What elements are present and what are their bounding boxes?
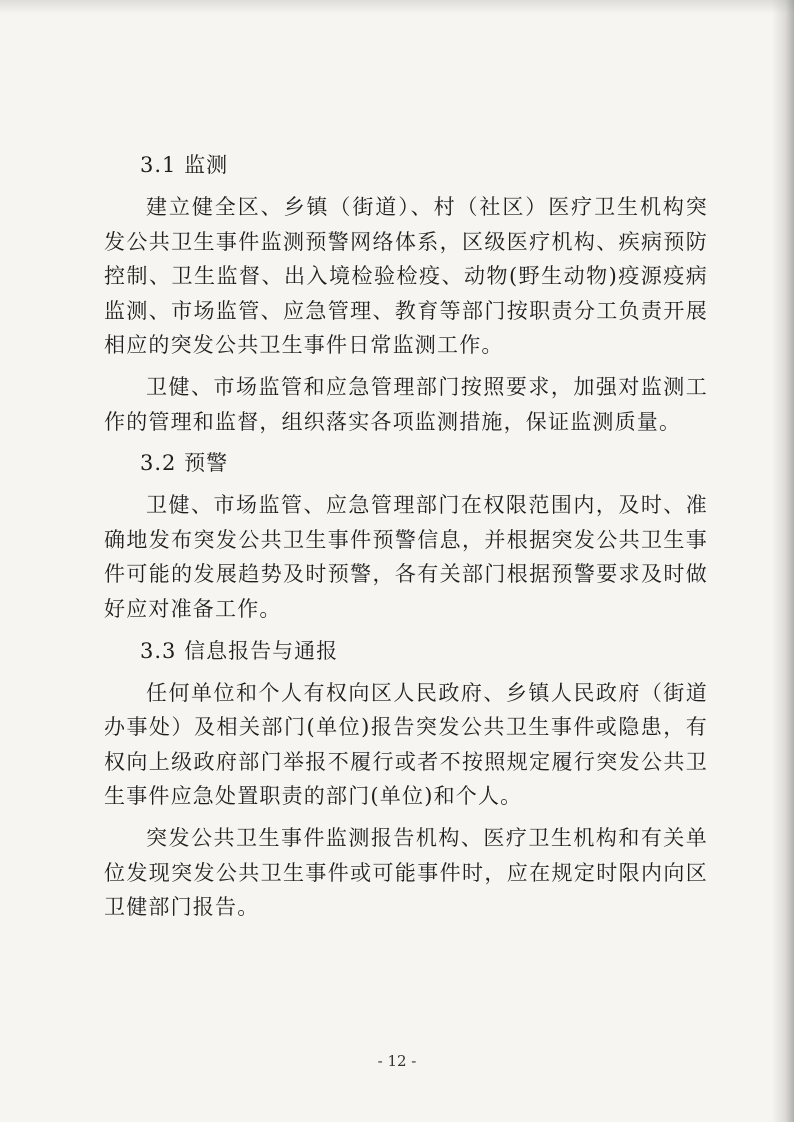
paragraph: 突发公共卫生事件监测报告机构、医疗卫生机构和有关单位发现突发公共卫生事件或可能事件时，应在规定时限内向区卫健部门报告。: [104, 825, 708, 920]
section-3-2: [104, 446, 708, 626]
document-body: [104, 148, 708, 932]
paragraph: 卫健、市场监管、应急管理部门在权限范围内，及时、准确地发布突发公共卫生事件预警信息，并根据突发公共卫生事件可能的发展趋势及时预警，各有关部门根据预警要求及时做好应对准备工作。: [104, 493, 708, 621]
section-heading: 3.1 监测: [140, 153, 229, 177]
scan-shadow-top: [0, 0, 794, 14]
section-heading: 3.3 信息报告与通报: [140, 638, 339, 663]
section-3-1: [104, 148, 708, 439]
section-heading: 3.2 预警: [140, 451, 229, 476]
paragraph: 建立健全区、乡镇（街道）、村（社区）医疗卫生机构突发公共卫生事件监测预警网络体系，区级医疗机构、疾病预防控制、卫生监督、出入境检验检疫、动物(野生动物)疫源疫病监测、市场监管、应急管理、教育等部门按职责分工负责开展相应的突发公共卫生事件日常监测工作。: [104, 195, 708, 358]
paragraph: 任何单位和个人有权向区人民政府、乡镇人民政府（街道办事处）及相关部门(单位)报告突发公共卫生事件或隐患，有权向上级政府部门举报不履行或者不按照规定履行突发公共卫生事件应急处置职责的部门(单位)和个人。: [104, 680, 708, 809]
page-number: - 12 -: [377, 1052, 417, 1070]
section-3-3: [104, 634, 708, 925]
paragraph: 卫健、市场监管和应急管理部门按照要求，加强对监测工作的管理和监督，组织落实各项监测措施，保证监测质量。: [104, 374, 708, 434]
scan-shadow-edge: [772, 0, 794, 1122]
